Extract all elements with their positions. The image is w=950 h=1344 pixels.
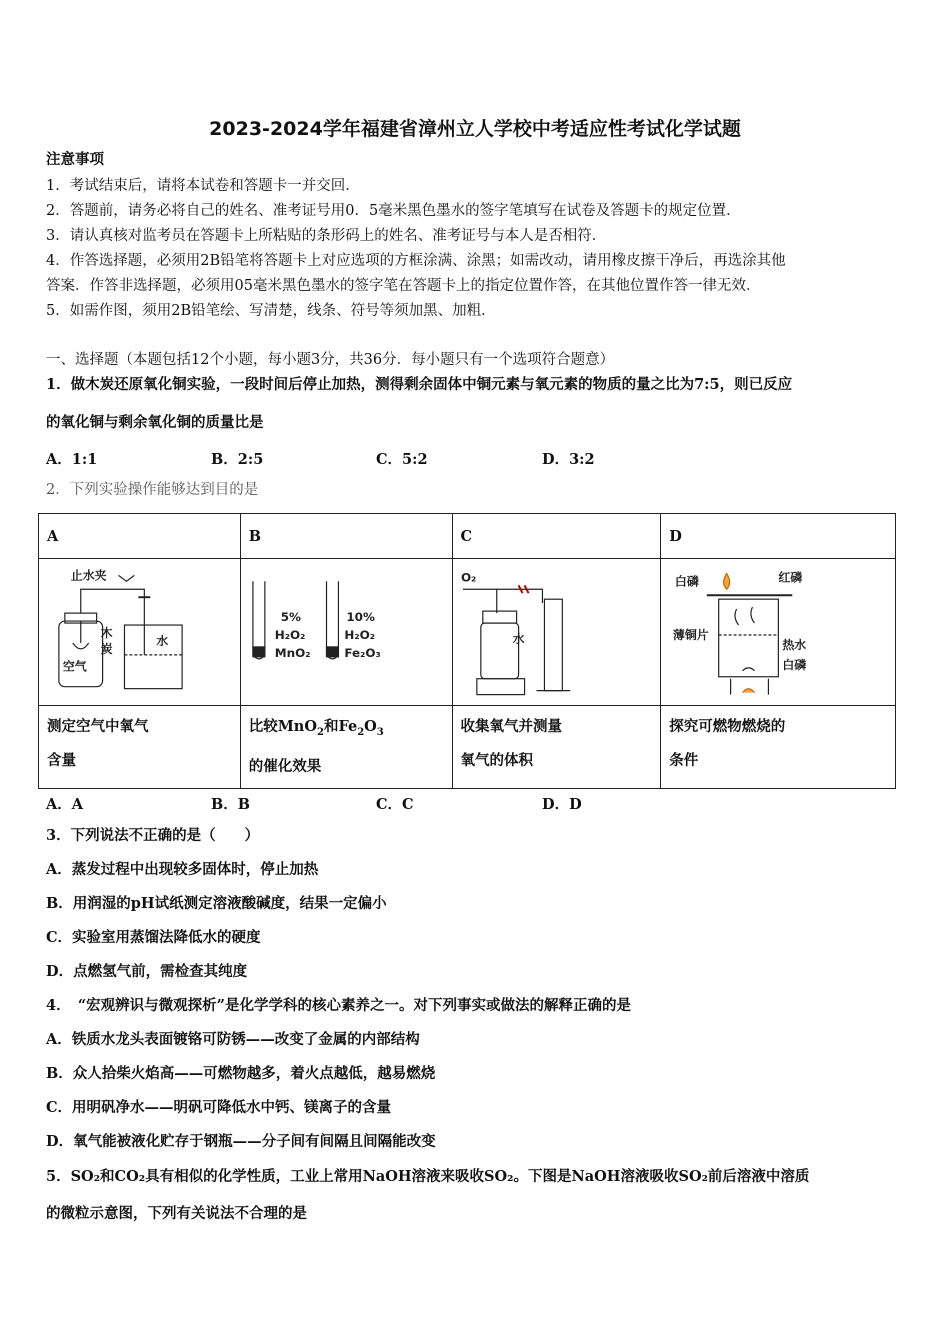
label-clamp: 止水夹 xyxy=(70,568,107,583)
q4-stem: 4． “宏观辨识与微观探析”是化学学科的核心素养之一。对下列事实或做法的解释正确的是 xyxy=(46,997,632,1014)
notice-item: 2．答题前，请务必将自己的姓名、准考证号用0．5毫米黑色墨水的签字笔填写在试卷及答题卡的规定位置． xyxy=(46,203,741,219)
q3-stem: 3．下列说法不正确的是（ ） xyxy=(46,827,260,844)
notice-item: 答案．作答非选择题，必须用05毫米黑色墨水的签字笔在答题卡上的指定位置作答，在其他位置作答一律无效． xyxy=(46,278,761,294)
q3-option-c: C．实验室用蒸馏法降低水的硬度 xyxy=(46,929,261,946)
label-white-p: 白磷 xyxy=(675,574,700,589)
label-h2o2-2: H₂O₂ xyxy=(344,627,375,642)
caption-b-line2: 的催化效果 xyxy=(248,757,322,775)
label-10pct: 10% xyxy=(346,610,375,625)
q3-option-a: A．蒸发过程中出现较多固体时，停止加热 xyxy=(46,861,319,878)
header-a: A xyxy=(39,514,241,559)
notice-item: 5．如需作图，须用2B铅笔绘、写清楚，线条、符号等须加黑、加粗． xyxy=(46,303,496,319)
caption-c-line1: 收集氧气并测量 xyxy=(460,718,563,735)
q1-stem-line2: 的氧化铜与剩余氧化铜的质量比是 xyxy=(46,414,264,431)
label-carbon-2: 炭 xyxy=(100,641,113,656)
label-copper: 薄铜片 xyxy=(673,627,709,642)
q2-option-b: B．B xyxy=(211,796,251,813)
label-white-p-2: 白磷 xyxy=(782,657,807,672)
diagram-c-cell xyxy=(452,559,661,706)
caption-a-line1: 测定空气中氧气 xyxy=(47,718,149,735)
notice-heading: 注意事项 xyxy=(46,151,104,168)
diagram-a-cell xyxy=(39,559,241,706)
label-mno2: MnO₂ xyxy=(274,645,311,660)
notice-item: 1．考试结束后，请将本试卷和答题卡一并交回． xyxy=(46,178,360,194)
label-o2: O₂ xyxy=(460,570,476,585)
caption-c-line2: 氧气的体积 xyxy=(460,752,534,769)
q1-option-c: C．5:2 xyxy=(376,451,428,468)
q2-option-d: D．D xyxy=(542,796,582,813)
diagram-combustion xyxy=(661,559,895,705)
label-fe2o3: Fe₂O₃ xyxy=(344,645,381,660)
label-h2o2-1: H₂O₂ xyxy=(274,627,306,642)
q4-option-c: C．用明矾净水——明矾可降低水中钙、镁离子的含量 xyxy=(46,1099,392,1116)
q2-stem: 2．下列实验操作能够达到目的是 xyxy=(46,482,259,498)
label-water: 水 xyxy=(156,633,169,648)
diagram-collect-oxygen xyxy=(453,559,661,705)
q1-stem-line1: 1．做木炭还原氧化铜实验，一段时间后停止加热，测得剩余固体中铜元素与氧元素的物质的量之比为7:5，则已反应 xyxy=(46,376,793,393)
q5-stem-line2: 的微粒示意图，下列有关说法不合理的是 xyxy=(46,1205,307,1222)
q3-option-d: D．点燃氢气前，需检查其纯度 xyxy=(46,963,248,980)
label-water-c: 水 xyxy=(512,631,525,646)
caption-a xyxy=(39,706,241,789)
caption-b xyxy=(240,706,452,789)
q2-option-c: C．C xyxy=(376,796,414,813)
header-c: C xyxy=(452,514,661,559)
exam-title: 2023-2024学年福建省漳州立人学校中考适应性考试化学试题 xyxy=(209,118,741,140)
notice-item: 3．请认真核对监考员在答题卡上所粘贴的条形码上的姓名、准考证号与本人是否相符． xyxy=(46,228,607,244)
diagram-d-cell xyxy=(661,559,896,706)
q4-option-b: B．众人拾柴火焰高——可燃物越多，着火点越低，越易燃烧 xyxy=(46,1065,436,1082)
label-carbon-1: 木 xyxy=(100,625,113,640)
section-heading: 一、选择题（本题包括12个小题，每小题3分，共36分．每小题只有一个选项符合题意） xyxy=(46,352,615,368)
header-b: B xyxy=(240,514,452,559)
label-hot-water: 热水 xyxy=(782,637,807,652)
caption-d-line2: 条件 xyxy=(669,752,699,769)
q3-option-b: B．用润湿的pH试纸测定溶液酸碱度，结果一定偏小 xyxy=(46,895,387,912)
caption-c xyxy=(452,706,661,789)
label-air: 空气 xyxy=(62,659,87,674)
q1-option-a: A．1:1 xyxy=(46,451,98,468)
q1-option-b: B．2:5 xyxy=(211,451,264,468)
caption-a-line2: 含量 xyxy=(47,752,76,769)
header-d: D xyxy=(661,514,896,559)
caption-b-line1: 比较MnO$_2$和$Fe_2O_3$ xyxy=(248,718,384,738)
notice-item: 4．作答选择题，必须用2B铅笔将答题卡上对应选项的方框涂满、涂黑；如需改动，请用橡皮擦干净后，再选涂其他 xyxy=(46,253,786,269)
diagram-b-cell xyxy=(240,559,452,706)
label-red-p: 红磷 xyxy=(778,570,803,585)
caption-d xyxy=(661,706,896,789)
q4-option-a: A．铁质水龙头表面镀铬可防锈——改变了金属的内部结构 xyxy=(46,1031,420,1048)
q4-option-d: D．氧气能被液化贮存于钢瓶——分子间有间隔且间隔能改变 xyxy=(46,1133,436,1150)
caption-d-line1: 探究可燃物燃烧的 xyxy=(669,718,786,735)
diagram-catalyst xyxy=(241,559,452,705)
q2-option-a: A．A xyxy=(46,796,84,813)
q5-stem-line1: 5．SO₂和CO₂具有相似的化学性质，工业上常用NaOH溶液来吸收SO₂。下图是NaOH溶液吸收SO₂前后溶液中溶质 xyxy=(46,1168,810,1185)
q1-option-d: D．3:2 xyxy=(542,451,595,468)
diagram-air-oxygen xyxy=(39,559,240,705)
q2-experiment-table xyxy=(38,513,896,789)
label-5pct: 5% xyxy=(280,610,301,625)
